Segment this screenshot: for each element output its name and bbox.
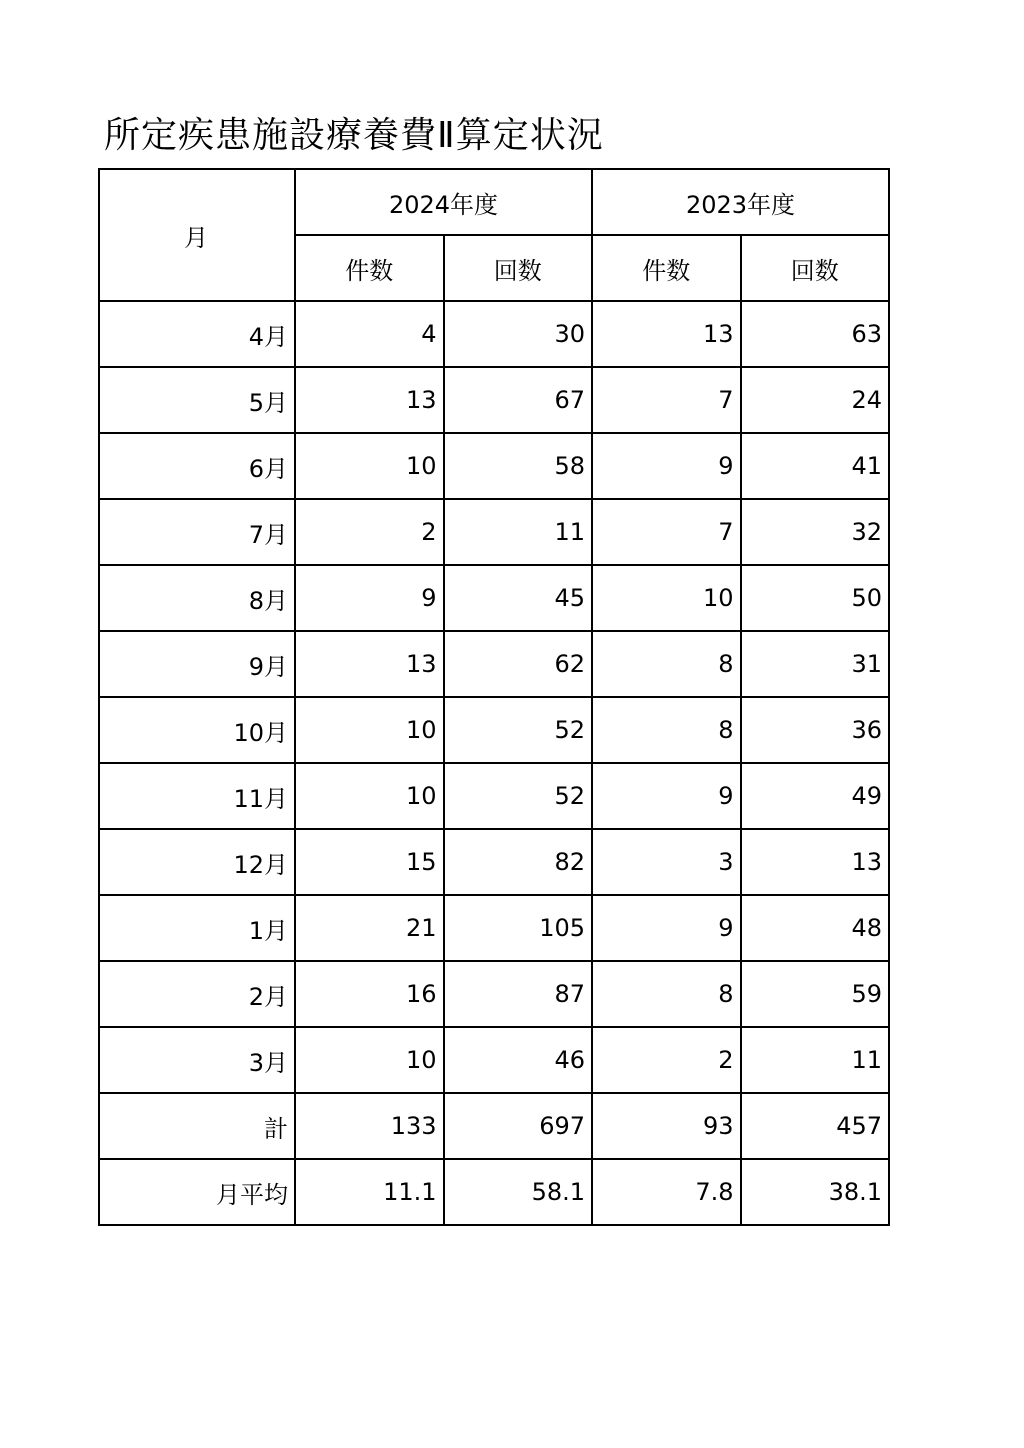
times-2024-cell: 30 bbox=[444, 301, 593, 367]
month-cell: 10月 bbox=[99, 697, 295, 763]
times-2024-cell: 82 bbox=[444, 829, 593, 895]
year-header-2024: 2024年度 bbox=[295, 169, 592, 235]
count-2024-cell: 10 bbox=[295, 763, 444, 829]
table-row bbox=[99, 961, 889, 1027]
subcol-header-times-2024: 回数 bbox=[444, 235, 593, 301]
times-2024-cell: 87 bbox=[444, 961, 593, 1027]
times-2023-cell: 50 bbox=[741, 565, 890, 631]
month-cell: 1月 bbox=[99, 895, 295, 961]
times-2024-cell: 52 bbox=[444, 763, 593, 829]
month-cell: 6月 bbox=[99, 433, 295, 499]
table-row bbox=[99, 829, 889, 895]
times-2023-cell: 59 bbox=[741, 961, 890, 1027]
month-cell: 計 bbox=[99, 1093, 295, 1159]
count-2023-cell: 7 bbox=[592, 499, 741, 565]
count-2023-cell: 9 bbox=[592, 433, 741, 499]
month-cell: 4月 bbox=[99, 301, 295, 367]
count-2023-cell: 10 bbox=[592, 565, 741, 631]
month-cell: 月平均 bbox=[99, 1159, 295, 1225]
count-2023-cell: 2 bbox=[592, 1027, 741, 1093]
month-cell: 9月 bbox=[99, 631, 295, 697]
count-2024-cell: 13 bbox=[295, 631, 444, 697]
count-2023-cell: 9 bbox=[592, 763, 741, 829]
count-2024-cell: 10 bbox=[295, 697, 444, 763]
data-table bbox=[98, 168, 890, 1226]
month-header: 月 bbox=[99, 169, 295, 301]
count-2024-cell: 10 bbox=[295, 1027, 444, 1093]
times-2024-cell: 58 bbox=[444, 433, 593, 499]
header-row-years bbox=[99, 169, 889, 235]
times-2023-cell: 38.1 bbox=[741, 1159, 890, 1225]
table-body bbox=[99, 301, 889, 1225]
times-2024-cell: 45 bbox=[444, 565, 593, 631]
count-2024-cell: 13 bbox=[295, 367, 444, 433]
table-row bbox=[99, 499, 889, 565]
count-2024-cell: 9 bbox=[295, 565, 444, 631]
month-cell: 3月 bbox=[99, 1027, 295, 1093]
count-2023-cell: 8 bbox=[592, 961, 741, 1027]
table-row bbox=[99, 763, 889, 829]
count-2024-cell: 21 bbox=[295, 895, 444, 961]
month-cell: 7月 bbox=[99, 499, 295, 565]
subcol-header-count-2024: 件数 bbox=[295, 235, 444, 301]
count-2024-cell: 2 bbox=[295, 499, 444, 565]
count-2024-cell: 4 bbox=[295, 301, 444, 367]
count-2023-cell: 7 bbox=[592, 367, 741, 433]
table-row bbox=[99, 1027, 889, 1093]
count-2023-cell: 8 bbox=[592, 631, 741, 697]
subcol-header-count-2023: 件数 bbox=[592, 235, 741, 301]
table-row bbox=[99, 1093, 889, 1159]
count-2023-cell: 3 bbox=[592, 829, 741, 895]
month-cell: 5月 bbox=[99, 367, 295, 433]
table-row bbox=[99, 301, 889, 367]
table-row bbox=[99, 367, 889, 433]
count-2023-cell: 13 bbox=[592, 301, 741, 367]
count-2024-cell: 15 bbox=[295, 829, 444, 895]
count-2023-cell: 8 bbox=[592, 697, 741, 763]
count-2024-cell: 133 bbox=[295, 1093, 444, 1159]
count-2024-cell: 11.1 bbox=[295, 1159, 444, 1225]
times-2023-cell: 32 bbox=[741, 499, 890, 565]
month-cell: 2月 bbox=[99, 961, 295, 1027]
month-cell: 12月 bbox=[99, 829, 295, 895]
times-2023-cell: 49 bbox=[741, 763, 890, 829]
month-cell: 8月 bbox=[99, 565, 295, 631]
year-header-2023: 2023年度 bbox=[592, 169, 889, 235]
times-2023-cell: 41 bbox=[741, 433, 890, 499]
times-2023-cell: 63 bbox=[741, 301, 890, 367]
table-row bbox=[99, 433, 889, 499]
times-2024-cell: 58.1 bbox=[444, 1159, 593, 1225]
times-2023-cell: 11 bbox=[741, 1027, 890, 1093]
times-2024-cell: 697 bbox=[444, 1093, 593, 1159]
count-2023-cell: 7.8 bbox=[592, 1159, 741, 1225]
times-2023-cell: 36 bbox=[741, 697, 890, 763]
table-row bbox=[99, 565, 889, 631]
times-2023-cell: 31 bbox=[741, 631, 890, 697]
table-row bbox=[99, 1159, 889, 1225]
table-row bbox=[99, 697, 889, 763]
times-2024-cell: 52 bbox=[444, 697, 593, 763]
times-2023-cell: 24 bbox=[741, 367, 890, 433]
times-2023-cell: 457 bbox=[741, 1093, 890, 1159]
times-2023-cell: 48 bbox=[741, 895, 890, 961]
times-2024-cell: 11 bbox=[444, 499, 593, 565]
count-2023-cell: 9 bbox=[592, 895, 741, 961]
subcol-header-times-2023: 回数 bbox=[741, 235, 890, 301]
table-row bbox=[99, 631, 889, 697]
page-title: 所定疾患施設療養費Ⅱ算定状況 bbox=[104, 115, 604, 156]
times-2024-cell: 105 bbox=[444, 895, 593, 961]
times-2023-cell: 13 bbox=[741, 829, 890, 895]
times-2024-cell: 62 bbox=[444, 631, 593, 697]
count-2023-cell: 93 bbox=[592, 1093, 741, 1159]
times-2024-cell: 67 bbox=[444, 367, 593, 433]
count-2024-cell: 10 bbox=[295, 433, 444, 499]
table-row bbox=[99, 895, 889, 961]
times-2024-cell: 46 bbox=[444, 1027, 593, 1093]
month-cell: 11月 bbox=[99, 763, 295, 829]
count-2024-cell: 16 bbox=[295, 961, 444, 1027]
